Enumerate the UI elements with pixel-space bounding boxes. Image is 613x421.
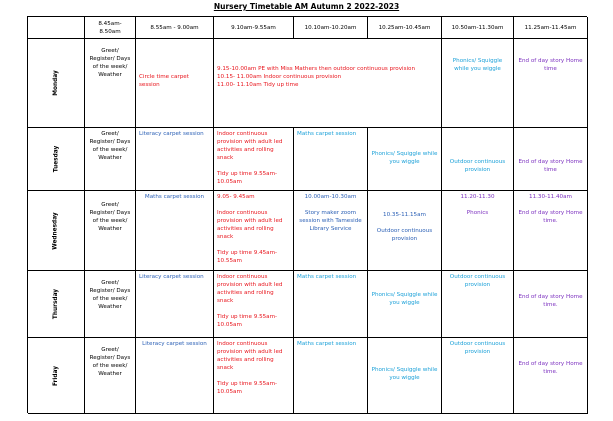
wednesday-outdoor	[368, 191, 442, 271]
wednesday-story	[514, 191, 588, 271]
tuesday-tidy-text: Tidy up time 9.55am-10.05am	[217, 171, 278, 185]
day-label-friday: Friday	[28, 338, 85, 414]
greet-wednesday: Greet/ Register/ Days of the week/ Weather	[85, 191, 136, 271]
wednesday-phonics-text: Phonics	[466, 210, 489, 216]
day-label-monday: Monday	[28, 39, 85, 128]
tuesday-indoor-text: Indoor continuous provision with adult led activities and rolling snack	[217, 131, 283, 161]
wednesday-time-1: 9.05- 9.45am	[217, 194, 255, 200]
wednesday-indoor-text: Indoor continuous provision with adult led activities and rolling snack	[217, 210, 283, 240]
header-slot-5: 10.25am-10.45am	[368, 17, 442, 39]
tuesday-outdoor: Outdoor continuous provision	[442, 128, 514, 191]
greet-friday: Greet/ Register/ Days of the week/ Weather	[85, 338, 136, 414]
tuesday-literacy: Literacy carpet session	[136, 128, 214, 191]
wednesday-phonics	[442, 191, 514, 271]
tuesday-phonics: Phonics/ Squiggle while you wiggle	[368, 128, 442, 191]
wednesday-maths: Maths carpet session	[136, 191, 214, 271]
tuesday-indoor	[214, 128, 294, 191]
friday-maths: Maths carpet session	[294, 338, 368, 414]
friday-indoor	[214, 338, 294, 414]
thursday-literacy: Literacy carpet session	[136, 271, 214, 338]
greet-monday: Greet/ Register/ Days of the week/ Weather	[85, 39, 136, 128]
friday-indoor-text: Indoor continuous provision with adult led activities and rolling snack	[217, 341, 283, 371]
thursday-outdoor: Outdoor continuous provision	[442, 271, 514, 338]
monday-story: End of day story Home time	[514, 39, 588, 128]
header-slot-2: 8.55am - 9.00am	[136, 17, 214, 39]
header-slot-3: 9.10am-9.55am	[214, 17, 294, 39]
header-slot-1: 8.45am-8.50am	[85, 17, 136, 39]
wednesday-time-5: 11.30-11.40am	[529, 194, 572, 200]
friday-literacy: Literacy carpet session	[136, 338, 214, 414]
monday-pe-line-1: 9.15-10.00am PE with Miss Mathers then outdoor continuous provision	[217, 66, 416, 72]
wednesday-tidy-text: Tidy up time 9.45am-10.55am	[217, 250, 278, 264]
day-label-wednesday: Wednesday	[28, 191, 85, 271]
thursday-tidy-text: Tidy up time 9.55am-10.05am	[217, 314, 278, 328]
header-slot-7: 11.25am-11.45am	[514, 17, 588, 39]
wednesday-time-3: 10.35-11.15am	[383, 212, 426, 218]
thursday-maths: Maths carpet session	[294, 271, 368, 338]
monday-phonics: Phonics/ Squiggle while you wiggle	[442, 39, 514, 128]
header-corner	[28, 17, 85, 39]
friday-phonics: Phonics/ Squiggle while you wiggle	[368, 338, 442, 414]
thursday-indoor-text: Indoor continuous provision with adult led activities and rolling snack	[217, 274, 283, 304]
thursday-phonics: Phonics/ Squiggle while you wiggle	[368, 271, 442, 338]
thursday-indoor	[214, 271, 294, 338]
day-label-thursday: Thursday	[28, 271, 85, 338]
tuesday-maths: Maths carpet session	[294, 128, 368, 191]
day-label-tuesday: Tuesday	[28, 128, 85, 191]
header-slot-6: 10.50am-11.30am	[442, 17, 514, 39]
timetable-grid	[27, 16, 587, 413]
friday-outdoor: Outdoor continuous provision	[442, 338, 514, 414]
monday-circle-time: Circle time carpet session	[136, 39, 214, 128]
thursday-story: End of day story Home time.	[514, 271, 588, 338]
tuesday-story: End of day story Home time	[514, 128, 588, 191]
greet-thursday: Greet/ Register/ Days of the week/ Weather	[85, 271, 136, 338]
friday-story: End of day story Home time.	[514, 338, 588, 414]
greet-tuesday: Greet/ Register/ Days of the week/ Weather	[85, 128, 136, 191]
monday-pe-line-3: 11.00- 11.10am Tidy up time	[217, 82, 299, 88]
friday-tidy-text: Tidy up time 9.55am-10.05am	[217, 381, 278, 395]
wednesday-story-text: End of day story Home time.	[518, 210, 583, 224]
header-slot-4: 10.10am-10.20am	[294, 17, 368, 39]
wednesday-storymaker	[294, 191, 368, 271]
wednesday-storymaker-text: Story maker zoom session with Tameside Library Service	[299, 210, 362, 232]
wednesday-outdoor-text: Outdoor continuous provision	[376, 228, 433, 242]
monday-pe-line-2: 10.15- 11.00am Indoor continuous provision	[217, 74, 342, 80]
wednesday-time-2: 10.00am-10.30am	[304, 194, 357, 200]
wednesday-time-4: 11.20-11.30	[460, 194, 495, 200]
wednesday-indoor	[214, 191, 294, 271]
page-title: Nursery Timetable AM Autumn 2 2022-2023	[213, 2, 400, 11]
monday-pe-block	[214, 39, 442, 128]
